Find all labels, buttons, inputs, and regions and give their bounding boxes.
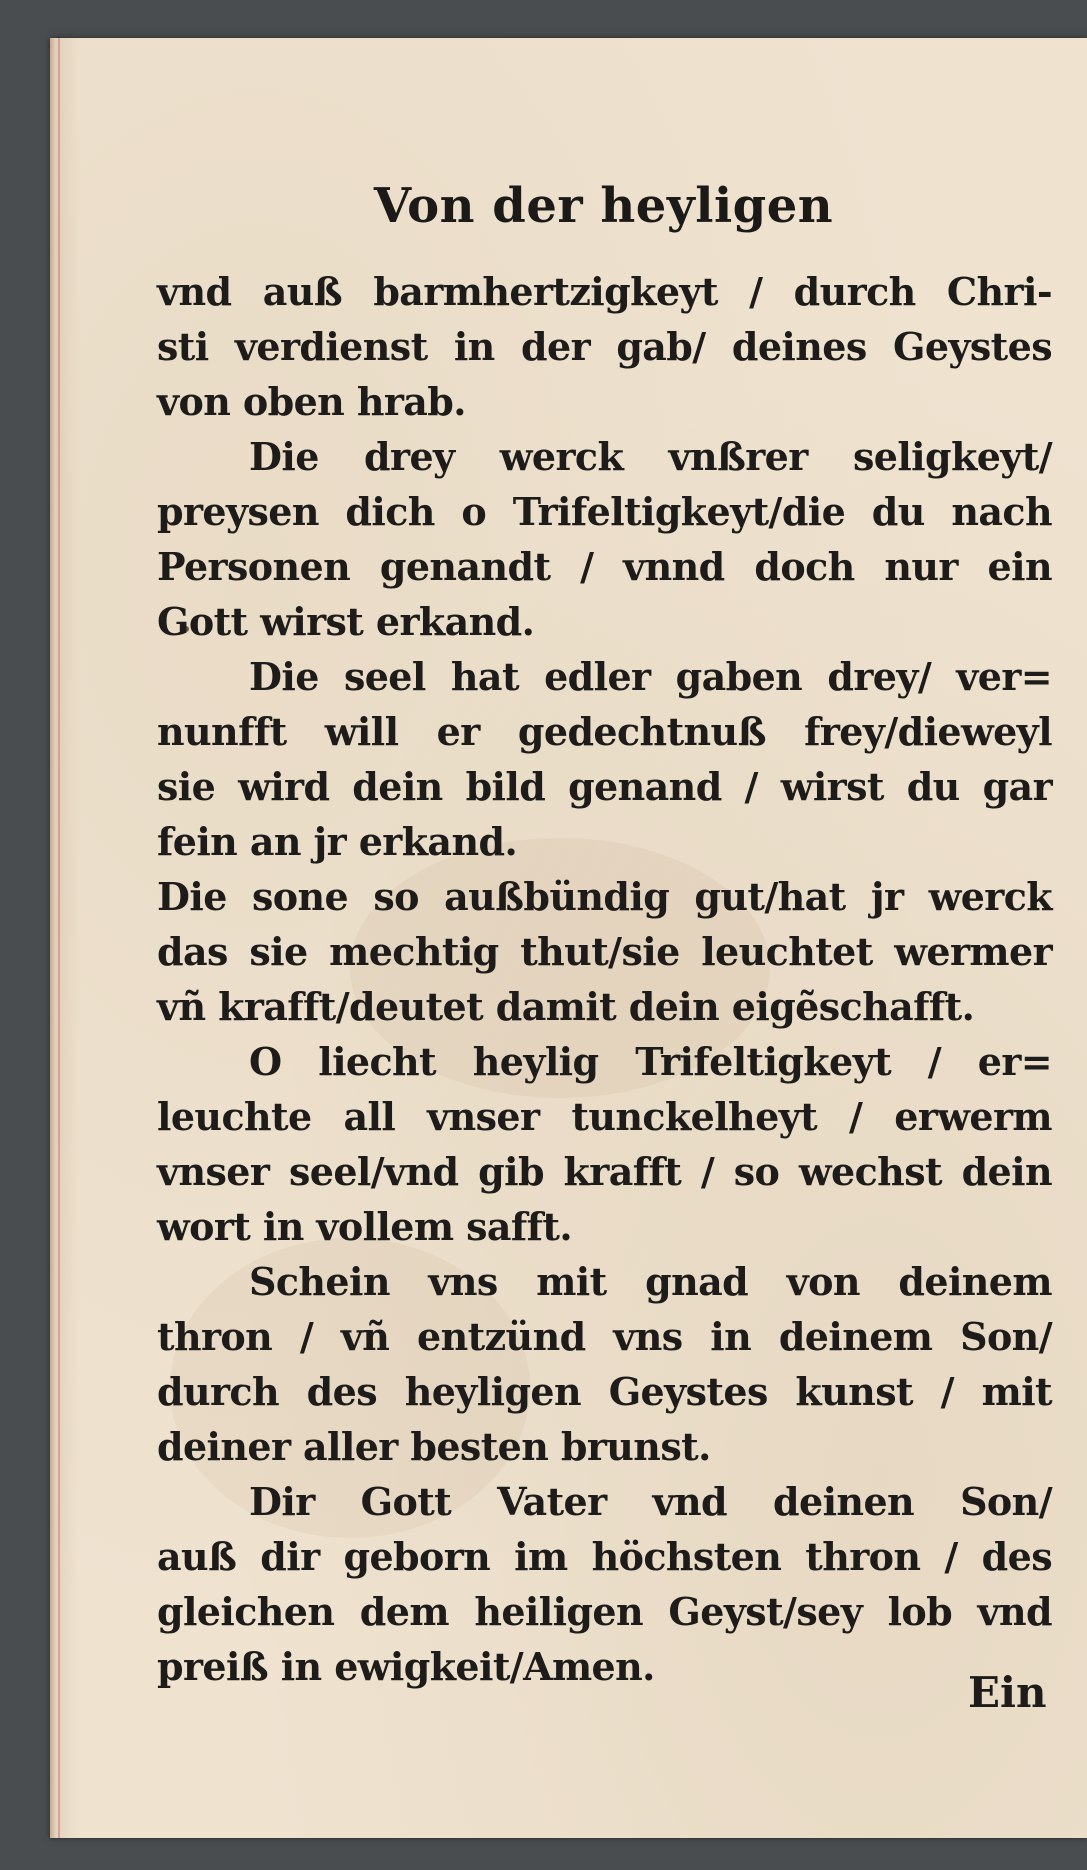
text-line: von oben hrab. — [157, 379, 466, 424]
text-line: gleichen dem heiligen Geyst/sey lob vnd — [157, 1589, 1052, 1634]
text-line: sti verdienst in der gab/ deines Geystes — [157, 324, 1052, 369]
text-line: fein an jr erkand. — [157, 819, 518, 864]
text-line: Personen genandt / vnnd doch nur ein — [157, 544, 1052, 589]
text-line: thron / vñ entzünd vns in deinem Son/ — [157, 1314, 1052, 1359]
text-line: auß dir geborn im höchsten thron / des — [157, 1534, 1052, 1579]
text-line: preiß in ewigkeit/Amen. — [157, 1644, 655, 1689]
body-text — [157, 264, 1052, 1694]
text-line: Gott wirst erkand. — [157, 599, 535, 644]
page-red-edge — [58, 38, 60, 1838]
text-line: vnser seel/vnd gib krafft / so wechst dein — [157, 1149, 1052, 1194]
catchword: Ein — [968, 1668, 1047, 1717]
text-line: O liecht heylig Trifeltigkeyt / er= — [249, 1039, 1052, 1084]
text-line: Dir Gott Vater vnd deinen Son/ — [249, 1479, 1052, 1524]
text-line: durch des heyligen Geystes kunst / mit — [157, 1369, 1052, 1414]
text-line: Die seel hat edler gaben drey/ ver= — [249, 654, 1052, 699]
text-line: Die drey werck vnßrer seligkeyt/ — [249, 434, 1052, 479]
running-head: Von der heyligen — [373, 178, 834, 234]
text-line: wort in vollem safft. — [157, 1204, 572, 1249]
text-line: preysen dich o Trifeltigkeyt/die du nach — [157, 489, 1052, 534]
text-line: Schein vns mit gnad von deinem — [249, 1259, 1052, 1304]
text-line: Die sone so außbündig gut/hat jr werck — [157, 874, 1052, 919]
text-line: deiner aller besten brunst. — [157, 1424, 711, 1469]
text-line: leuchte all vnser tunckelheyt / erwerm — [157, 1094, 1052, 1139]
text-line: sie wird dein bild genand / wirst du gar — [157, 764, 1052, 809]
text-line: vñ krafft/deutet damit dein eigẽschafft. — [157, 984, 975, 1029]
book-page — [50, 38, 1087, 1838]
text-line: das sie mechtig thut/sie leuchtet wermer — [157, 929, 1052, 974]
text-line: nunfft will er gedechtnuß frey/dieweyl — [157, 709, 1052, 754]
text-line: vnd auß barmhertzigkeyt / durch Chri- — [157, 269, 1052, 314]
page-gutter-edge — [50, 38, 56, 1838]
